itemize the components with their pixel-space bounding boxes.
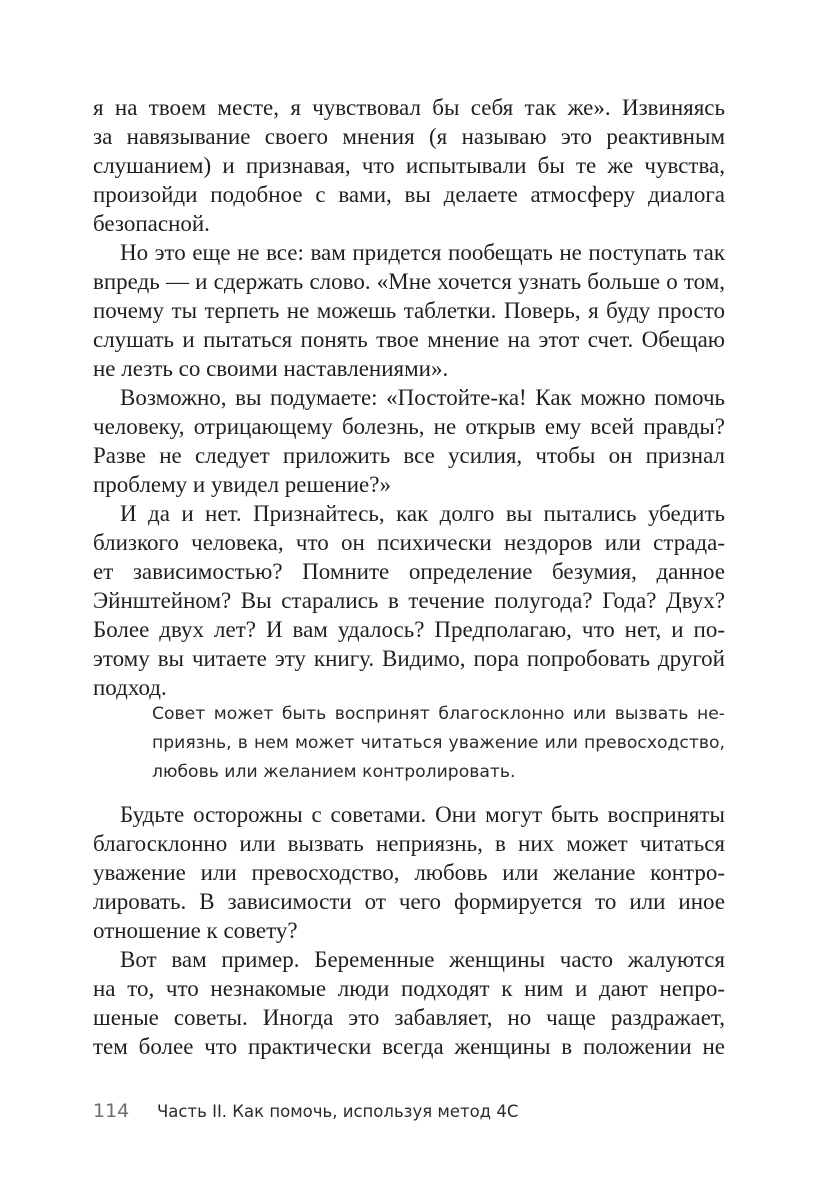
text-line: И да и нет. Признайтесь, как долго вы пытались убедить [120, 501, 725, 526]
text-line: Но это еще не все: вам придется пообещать не поступать так [120, 240, 725, 265]
text-line: уважение или превосходство, любовь или желание контро- [93, 860, 725, 885]
text-line: Будьте осторожны с советами. Они могут быть восприняты [120, 802, 725, 827]
text-line: проблему и увидел решение?» [93, 472, 391, 497]
text-line: Вот вам пример. Беременные женщины часто жалуются [120, 947, 725, 972]
text-line: человеку, отрицающему болезнь, не открыв ему всей правды? [93, 414, 725, 439]
text-line: ет зависимостью? Помните определение безумия, данное [93, 559, 725, 584]
page-footer [93, 1098, 518, 1124]
text-line: Разве не следует приложить все усилия, чтобы он признал [93, 443, 725, 468]
text-line: не лезть со своими наставлениями». [93, 356, 449, 381]
text-line: Возможно, вы подумаете: «Постойте-ка! Как можно помочь [120, 385, 725, 410]
text-line: Эйнштейном? Вы старались в течение полугода? Года? Двух? [93, 588, 725, 613]
text-line: на то, что незнакомые люди подходят к ним и дают непро- [93, 976, 725, 1001]
text-line: произойди подобное с вами, вы делаете атмосферу диалога [93, 182, 725, 207]
text-line: слушать и пытаться понять твое мнение на этот счет. Обещаю [93, 327, 725, 352]
text-line: почему ты терпеть не можешь таблетки. Поверь, я буду просто [93, 298, 725, 323]
text-line: тем более что практически всегда женщины в положении не [93, 1034, 725, 1059]
text-line: Более двух лет? И вам удалось? Предполагаю, что нет, и по- [93, 617, 725, 642]
text-line: отношение к совету? [93, 918, 298, 943]
text-line: подход. [93, 675, 167, 700]
pull-quote-line: приязнь, в нем может читаться уважение или превосходство, [152, 733, 725, 753]
text-line: шеные советы. Иногда это забавляет, но чаще раздражает, [93, 1005, 725, 1030]
page-number: 114 [93, 1100, 130, 1122]
text-line: безопасной. [93, 211, 210, 236]
text-line: за навязывание своего мнения (я называю это реактивным [93, 124, 725, 149]
pull-quote-line: Совет может быть воспринят благосклонно или вызвать не- [152, 704, 725, 724]
text-line: благосклонно или вызвать неприязнь, в них может читаться [93, 831, 725, 856]
text-line: лировать. В зависимости от чего формируется то или иное [93, 889, 725, 914]
pull-quote-line: любовь или желанием контролировать. [152, 762, 516, 782]
text-line: этому вы читаете эту книгу. Видимо, пора попробовать другой [93, 646, 725, 671]
text-line: слушанием) и признавая, что испытывали бы те же чувства, [93, 153, 725, 178]
running-head: Часть II. Как помочь, используя метод 4С [157, 1102, 519, 1121]
text-line: близкого человека, что он психически нездоров или страда- [93, 530, 725, 555]
text-line: я на твоем месте, я чувствовал бы себя так же». Извиняясь [93, 95, 725, 120]
text-line: впредь — и сдержать слово. «Мне хочется узнать больше о том, [93, 269, 725, 294]
